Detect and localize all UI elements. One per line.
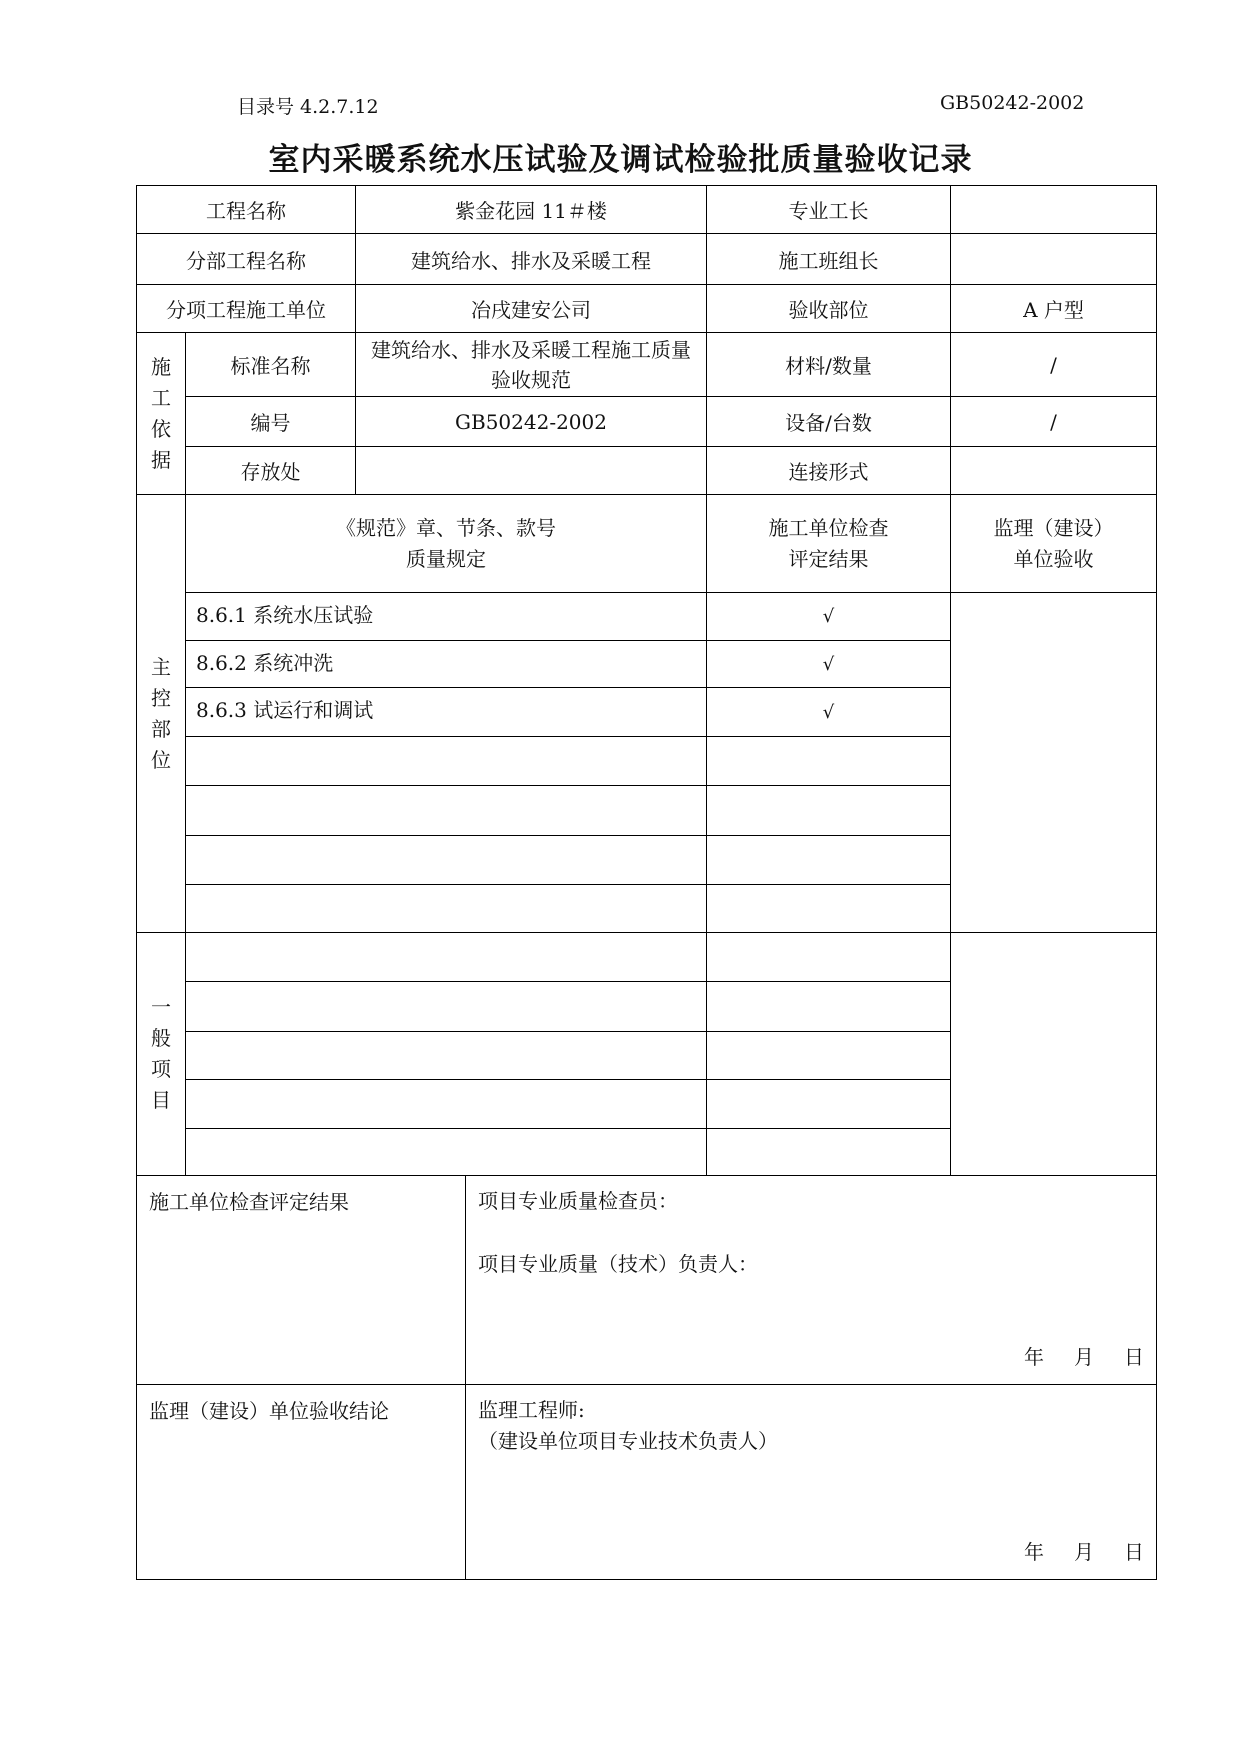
acceptance-part-label: 验收部位 bbox=[707, 285, 951, 333]
acceptance-record-table bbox=[136, 185, 1157, 1580]
material-label: 材料/数量 bbox=[707, 333, 951, 397]
contractor-evaluation-signoff bbox=[466, 1176, 1157, 1385]
general-item-result bbox=[707, 1129, 951, 1176]
acceptance-part-value: A 户型 bbox=[951, 285, 1157, 333]
project-name-label: 工程名称 bbox=[137, 186, 356, 234]
connection-label: 连接形式 bbox=[707, 447, 951, 495]
supervisor-conclusion-label: 监理（建设）单位验收结论 bbox=[137, 1385, 466, 1580]
supervisor-column-header: 监理（建设） 单位验收 bbox=[951, 495, 1157, 593]
subproject-value: 建筑给水、排水及采暖工程 bbox=[356, 234, 707, 285]
equipment-value: / bbox=[951, 397, 1157, 447]
main-item-result bbox=[707, 885, 951, 933]
owner-representative-label: （建设单位项目专业技术负责人） bbox=[478, 1429, 778, 1453]
main-item-result bbox=[707, 737, 951, 786]
basis-group-label: 施 工 依 据 bbox=[137, 333, 186, 495]
main-item-clause bbox=[186, 836, 707, 885]
basis-row-standard bbox=[137, 333, 1157, 397]
contractor-evaluation-row bbox=[137, 1176, 1157, 1385]
supervising-engineer-label: 监理工程师: bbox=[478, 1398, 585, 1422]
main-supervisor-acceptance bbox=[951, 593, 1157, 933]
quality-manager-label: 项目专业质量（技术）负责人： bbox=[478, 1252, 758, 1276]
info-row-contractor bbox=[137, 285, 1157, 333]
main-item-clause bbox=[186, 786, 707, 836]
main-item-clause bbox=[186, 737, 707, 786]
equipment-label: 设备/台数 bbox=[707, 397, 951, 447]
main-item-clause bbox=[186, 885, 707, 933]
basis-row-storage bbox=[137, 447, 1157, 495]
date-year: 年 bbox=[1024, 1540, 1044, 1564]
main-item-result: √ bbox=[707, 593, 951, 641]
general-item-result bbox=[707, 982, 951, 1032]
main-item-clause: 8.6.3 试运行和调试 bbox=[186, 688, 707, 737]
storage-label: 存放处 bbox=[186, 447, 356, 495]
general-item-clause bbox=[186, 1129, 707, 1176]
quality-inspector-label: 项目专业质量检查员： bbox=[478, 1189, 678, 1213]
general-item-clause bbox=[186, 933, 707, 982]
general-item-result bbox=[707, 1032, 951, 1080]
foreman-value bbox=[951, 186, 1157, 234]
date-month: 月 bbox=[1074, 1540, 1094, 1564]
contractor-label: 分项工程施工单位 bbox=[137, 285, 356, 333]
table-row bbox=[137, 933, 1157, 982]
connection-value bbox=[951, 447, 1157, 495]
date-day: 日 bbox=[1124, 1540, 1144, 1564]
general-item-result bbox=[707, 1080, 951, 1129]
general-item-clause bbox=[186, 982, 707, 1032]
general-items-label: 一 般 项 目 bbox=[137, 933, 186, 1176]
main-item-result: √ bbox=[707, 641, 951, 688]
basis-row-number bbox=[137, 397, 1157, 447]
foreman-label: 专业工长 bbox=[707, 186, 951, 234]
main-item-result: √ bbox=[707, 688, 951, 737]
number-value: GB50242-2002 bbox=[356, 397, 707, 447]
storage-value bbox=[356, 447, 707, 495]
main-control-label: 主 控 部 位 bbox=[137, 495, 186, 933]
info-row-project bbox=[137, 186, 1157, 234]
date-day: 日 bbox=[1124, 1345, 1144, 1369]
main-item-clause: 8.6.2 系统冲洗 bbox=[186, 641, 707, 688]
main-item-clause: 8.6.1 系统水压试验 bbox=[186, 593, 707, 641]
general-supervisor-acceptance bbox=[951, 933, 1157, 1176]
info-row-subproject bbox=[137, 234, 1157, 285]
supervisor-conclusion-row bbox=[137, 1385, 1157, 1580]
std-name-value: 建筑给水、排水及采暖工程施工质量验收规范 bbox=[356, 333, 707, 397]
main-item-result bbox=[707, 836, 951, 885]
material-value: / bbox=[951, 333, 1157, 397]
general-item-result bbox=[707, 933, 951, 982]
clause-column-header: 《规范》章、节条、款号 质量规定 bbox=[186, 495, 707, 593]
number-label: 编号 bbox=[186, 397, 356, 447]
column-header-row bbox=[137, 495, 1157, 593]
contractor-evaluation-label: 施工单位检查评定结果 bbox=[137, 1176, 466, 1385]
main-item-result bbox=[707, 786, 951, 836]
supervisor-conclusion-date bbox=[994, 1536, 1144, 1565]
standard-code: GB50242-2002 bbox=[940, 92, 1085, 114]
project-name-value: 紫金花园 11＃楼 bbox=[356, 186, 707, 234]
date-year: 年 bbox=[1024, 1345, 1044, 1369]
team-leader-value bbox=[951, 234, 1157, 285]
contractor-result-column-header: 施工单位检查 评定结果 bbox=[707, 495, 951, 593]
date-month: 月 bbox=[1074, 1345, 1094, 1369]
contractor-evaluation-date bbox=[994, 1341, 1144, 1370]
catalog-number: 目录号 4.2.7.12 bbox=[237, 96, 379, 118]
general-item-clause bbox=[186, 1080, 707, 1129]
general-item-clause bbox=[186, 1032, 707, 1080]
page-title: 室内采暖系统水压试验及调试检验批质量验收记录 bbox=[268, 142, 973, 178]
team-leader-label: 施工班组长 bbox=[707, 234, 951, 285]
subproject-label: 分部工程名称 bbox=[137, 234, 356, 285]
contractor-value: 冶戌建安公司 bbox=[356, 285, 707, 333]
std-name-label: 标准名称 bbox=[186, 333, 356, 397]
table-row bbox=[137, 593, 1157, 641]
supervisor-conclusion-signoff bbox=[466, 1385, 1157, 1580]
